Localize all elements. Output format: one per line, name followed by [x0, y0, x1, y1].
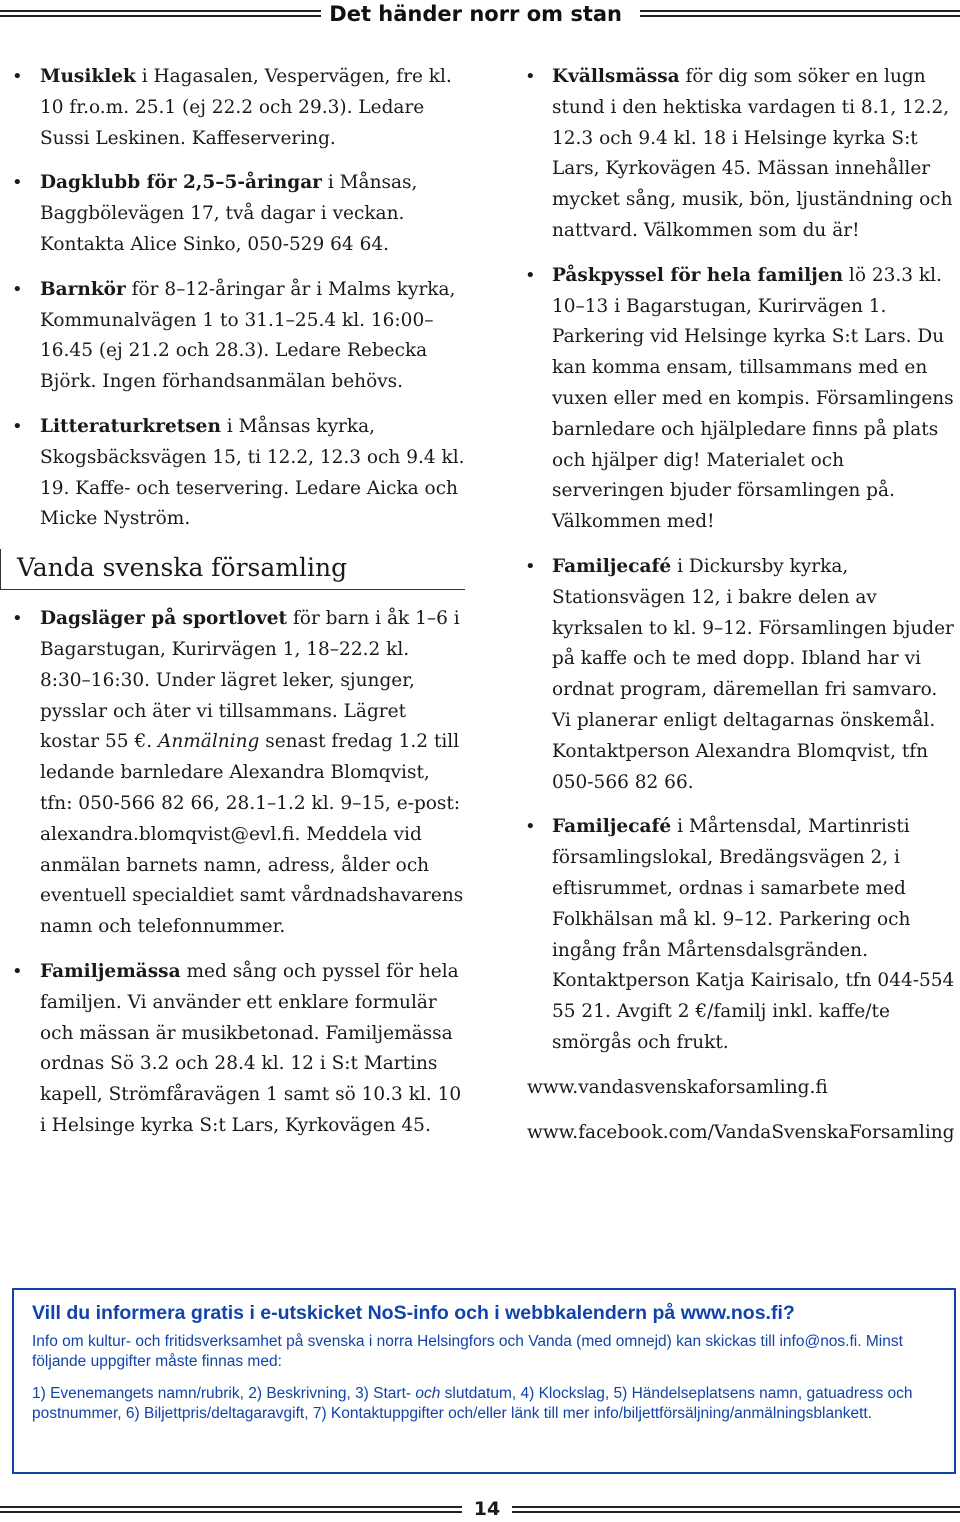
list-item — [0, 168, 465, 260]
bullet-icon: • — [12, 415, 23, 437]
list-item — [0, 604, 465, 943]
header-rule-left — [0, 10, 330, 17]
bullet-icon: • — [12, 960, 23, 982]
event-list-parish — [0, 604, 465, 1142]
bullet-icon: • — [12, 66, 23, 87]
page-header — [0, 0, 960, 30]
right-column — [515, 62, 960, 1160]
event-name: Familjemässa — [40, 960, 181, 982]
footer-rule-left — [0, 1506, 462, 1513]
list-item — [515, 552, 960, 798]
list-item — [515, 261, 960, 538]
event-text: med sång och pyssel för hela familjen. Vi använder ett enklare formulär och mässan är musikbetonad. Familjemässa ordnas Sö 3.2 och 28.4 kl. 12 i S:t Martins kapell, Strömfåravägen 1 samt sö 10.3 kl. 10 i Helsinge kyrka S:t Lars, Kyrkovägen 45. — [40, 960, 462, 1136]
page-number: 14 — [473, 1498, 501, 1520]
bullet-icon: • — [525, 816, 536, 838]
event-list-top — [0, 62, 465, 535]
info-box-list — [32, 1384, 936, 1424]
event-text: i Månsas kyrka, Skogsbäcksvägen 15, ti 12.2, 12.3 och 9.4 kl. 19. Kaffe- och teservering. Ledare Aicka och Micke Nyström. — [40, 415, 465, 530]
list-item — [515, 62, 960, 247]
event-name: Litteraturkretsen — [40, 415, 221, 437]
event-text: lö 23.3 kl. 10–13 i Bagarstugan, Kurirvägen 1. Parkering vid Helsinge kyrka S:t Lars. Du kan komma ensam, tillsammans med en vuxen eller med en kompis. Församlingens barnledare och hjälpledare finns på plats och hjälper dig! Materialet och serveringen bjuder församlingen på. Välkommen med! — [552, 264, 954, 533]
info-list-text: slutdatum, 4) Klockslag, 5) Händelseplatsens namn, gatuadress och postnummer, 6) Biljettpris/deltagaravgift, 7) Kontaktuppgifter och/eller länk till mer info/biljettförsäljning/anmälningsblankett. — [32, 1385, 913, 1422]
event-text: senast fredag 1.2 till ledande barnledare Alexandra Blomqvist, tfn: 050-566 82 66, 28.1–1.2 kl. 9–15, e-post: alexandra.blomqvist@evl.fi. Meddela vid anmälan barnets namn, adress, ålder och eventuell specialdiet samt vårdnadshavarens namn och telefonnummer. — [40, 731, 464, 938]
event-italic: Anmälning — [157, 731, 260, 753]
bullet-icon: • — [525, 66, 536, 87]
event-name: Familjecafé — [552, 555, 672, 577]
list-item — [515, 812, 960, 1058]
bullet-icon: • — [525, 264, 536, 286]
bullet-icon: • — [12, 278, 23, 300]
info-box-paragraph: Info om kultur- och fritidsverksamhet på svenska i norra Helsingfors och Vanda (med omnejd) kan skickas till info@nos.fi. Minst följande uppgifter måste finnas med: — [32, 1333, 903, 1370]
info-list-text: 1) Evenemangets namn/rubrik, 2) Beskrivning, 3) Start- — [32, 1385, 416, 1402]
event-text: för barn i åk 1–6 i Bagarstugan, Kurirvägen 1, 18–22.2 kl. 8:30–16:30. Under lägret leker, sjunger, pysslar och äter vi tillsammans. Lägret kostar 55 €. — [40, 608, 460, 753]
event-name: Påskpyssel för hela familjen — [552, 264, 844, 286]
left-column — [0, 62, 465, 1156]
list-item — [0, 275, 465, 398]
event-name: Dagsläger på sportlovet — [40, 608, 288, 630]
website-link[interactable]: www.vandasvenskaforsamling.fi — [527, 1076, 828, 1098]
event-text: i Mårtensdal, Martinristi församlingslokal, Bredängsvägen 2, i eftisrummet, ordnas i samarbete med Folkhälsan må kl. 9–12. Parkering och ingång från Mårtensdalsgränden. Kontaktperson Katja Kairisalo, tfn 044-554 55 21. Avgift 2 €/familj inkl. kaffe/te smörgås och frukt. — [552, 816, 955, 1053]
event-name: Barnkör — [40, 278, 126, 300]
footer-rule-right — [512, 1506, 960, 1513]
page-footer — [0, 1496, 960, 1520]
info-box-title: Vill du informera gratis i e-utskicket NoS-info och i webbkalendern på www.nos.fi? — [32, 1302, 795, 1324]
bullet-icon: • — [12, 172, 23, 194]
facebook-link[interactable]: www.facebook.com/VandaSvenskaForsamling — [527, 1121, 955, 1143]
header-title: Det händer norr om stan — [321, 0, 630, 28]
info-box — [12, 1288, 956, 1474]
event-text: i Dickursby kyrka, Stationsvägen 12, i bakre delen av kyrksalen to kl. 9–12. Församlingen bjuder på kaffe och te med dopp. Ibland har vi ordnat program, däremellan fri samvaro. Vi planerar enligt deltagarnas önskemål. Kontaktperson Alexandra Blomqvist, tfn 050-566 82 66. — [552, 555, 954, 793]
event-text: för 8–12-åringar år i Malms kyrka, Kommunalvägen 1 to 31.1–25.4 kl. 16:00–16.45 (ej 21.2 och 28.3). Ledare Rebecka Björk. Ingen förhandsanmälan behövs. — [40, 278, 456, 393]
section-heading: Vanda svenska församling — [0, 549, 465, 590]
list-item — [0, 412, 465, 535]
list-item — [0, 957, 465, 1142]
info-list-italic: och — [415, 1385, 441, 1402]
bullet-icon: • — [525, 555, 536, 577]
event-name: Kvällsmässa — [552, 66, 680, 87]
bullet-icon: • — [12, 608, 23, 630]
event-name: Familjecafé — [552, 816, 672, 838]
event-name: Musiklek — [40, 66, 136, 87]
event-list-right — [515, 62, 960, 1059]
event-text: i Hagasalen, Vespervägen, fre kl. 10 fr.o.m. 25.1 (ej 22.2 och 29.3). Ledare Sussi Leskinen. Kaffeservering. — [40, 66, 452, 149]
event-text: i Månsas, Baggbölevägen 17, två dagar i veckan. Kontakta Alice Sinko, 050-529 64 64. — [40, 172, 418, 255]
event-text: för dig som söker en lugn stund i den hektiska vardagen ti 8.1, 12.2, 12.3 och 9.4 kl. 18 i Helsinge kyrka S:t Lars, Kyrkovägen 45. Mässan innehåller mycket sång, musik, bön, ljuständning och nattvard. Välkommen som du är! — [552, 66, 953, 241]
event-name: Dagklubb för 2,5–5-åringar — [40, 172, 322, 194]
list-item — [0, 62, 465, 154]
header-rule-right — [640, 10, 960, 17]
